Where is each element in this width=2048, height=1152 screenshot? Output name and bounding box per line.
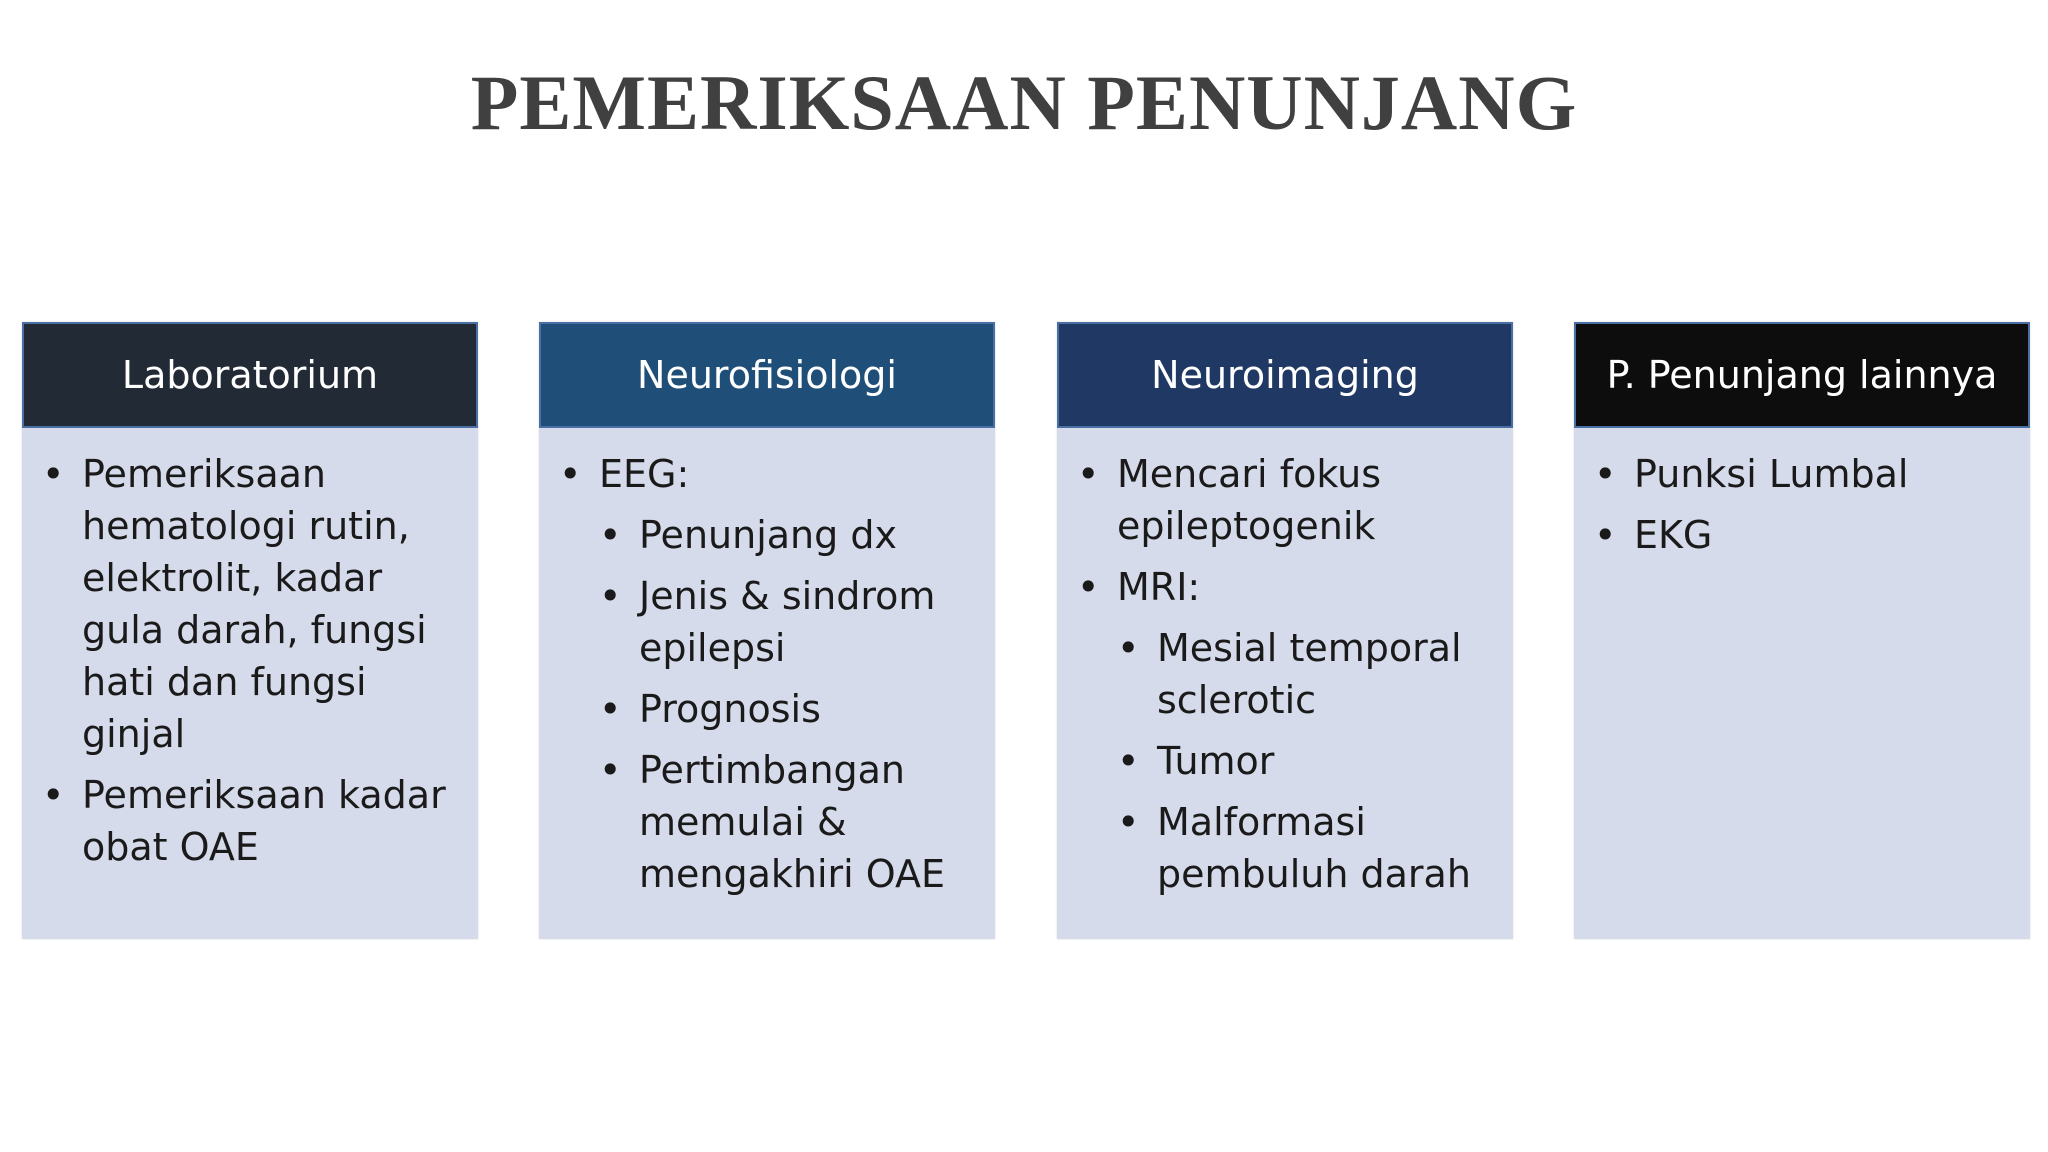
list-item: • Pemeriksaan kadar obat OAE	[42, 769, 464, 873]
category-cards	[22, 322, 2026, 939]
bullet-list	[559, 448, 981, 900]
list-item: • Pemeriksaan hematologi rutin, elektrolit, kadar gula darah, fungsi hati dan fungsi ginjal	[42, 448, 464, 760]
list-item-text: MRI:	[1117, 565, 1201, 609]
card-body-laboratorium	[22, 428, 478, 873]
sub-list-item: • Malformasi pembuluh darah	[1117, 796, 1499, 900]
sub-bullet-list	[599, 509, 981, 900]
list-item: • EKG	[1594, 509, 2016, 561]
card-header-neuroimaging: Neuroimaging	[1057, 322, 1513, 428]
card-neuroimaging	[1057, 322, 1513, 939]
sub-bullet-list	[1117, 622, 1499, 900]
list-item-text: EEG:	[599, 452, 690, 496]
card-header-penunjang-lainnya: P. Penunjang lainnya	[1574, 322, 2030, 428]
card-body-neuroimaging	[1057, 428, 1513, 900]
list-item	[1077, 561, 1499, 900]
list-item: • Punksi Lumbal	[1594, 448, 2016, 500]
bullet-list	[42, 448, 464, 873]
sub-list-item: • Mesial temporal sclerotic	[1117, 622, 1499, 726]
card-body-penunjang-lainnya	[1574, 428, 2030, 561]
list-item: • Mencari fokus epileptogenik	[1077, 448, 1499, 552]
card-header-neurofisiologi: Neurofisiologi	[539, 322, 995, 428]
sub-list-item: • Tumor	[1117, 735, 1499, 787]
card-penunjang-lainnya	[1574, 322, 2030, 939]
card-neurofisiologi	[539, 322, 995, 939]
sub-list-item: • Jenis & sindrom epilepsi	[599, 570, 981, 674]
sub-list-item: • Prognosis	[599, 683, 981, 735]
sub-list-item: • Pertimbangan memulai & mengakhiri OAE	[599, 744, 981, 900]
sub-list-item: • Penunjang dx	[599, 509, 981, 561]
bullet-list	[1594, 448, 2016, 561]
card-header-laboratorium: Laboratorium	[22, 322, 478, 428]
card-body-neurofisiologi	[539, 428, 995, 900]
slide-title: PEMERIKSAAN PENUNJANG	[470, 59, 1578, 146]
list-item	[559, 448, 981, 900]
bullet-list	[1077, 448, 1499, 900]
card-laboratorium	[22, 322, 478, 939]
